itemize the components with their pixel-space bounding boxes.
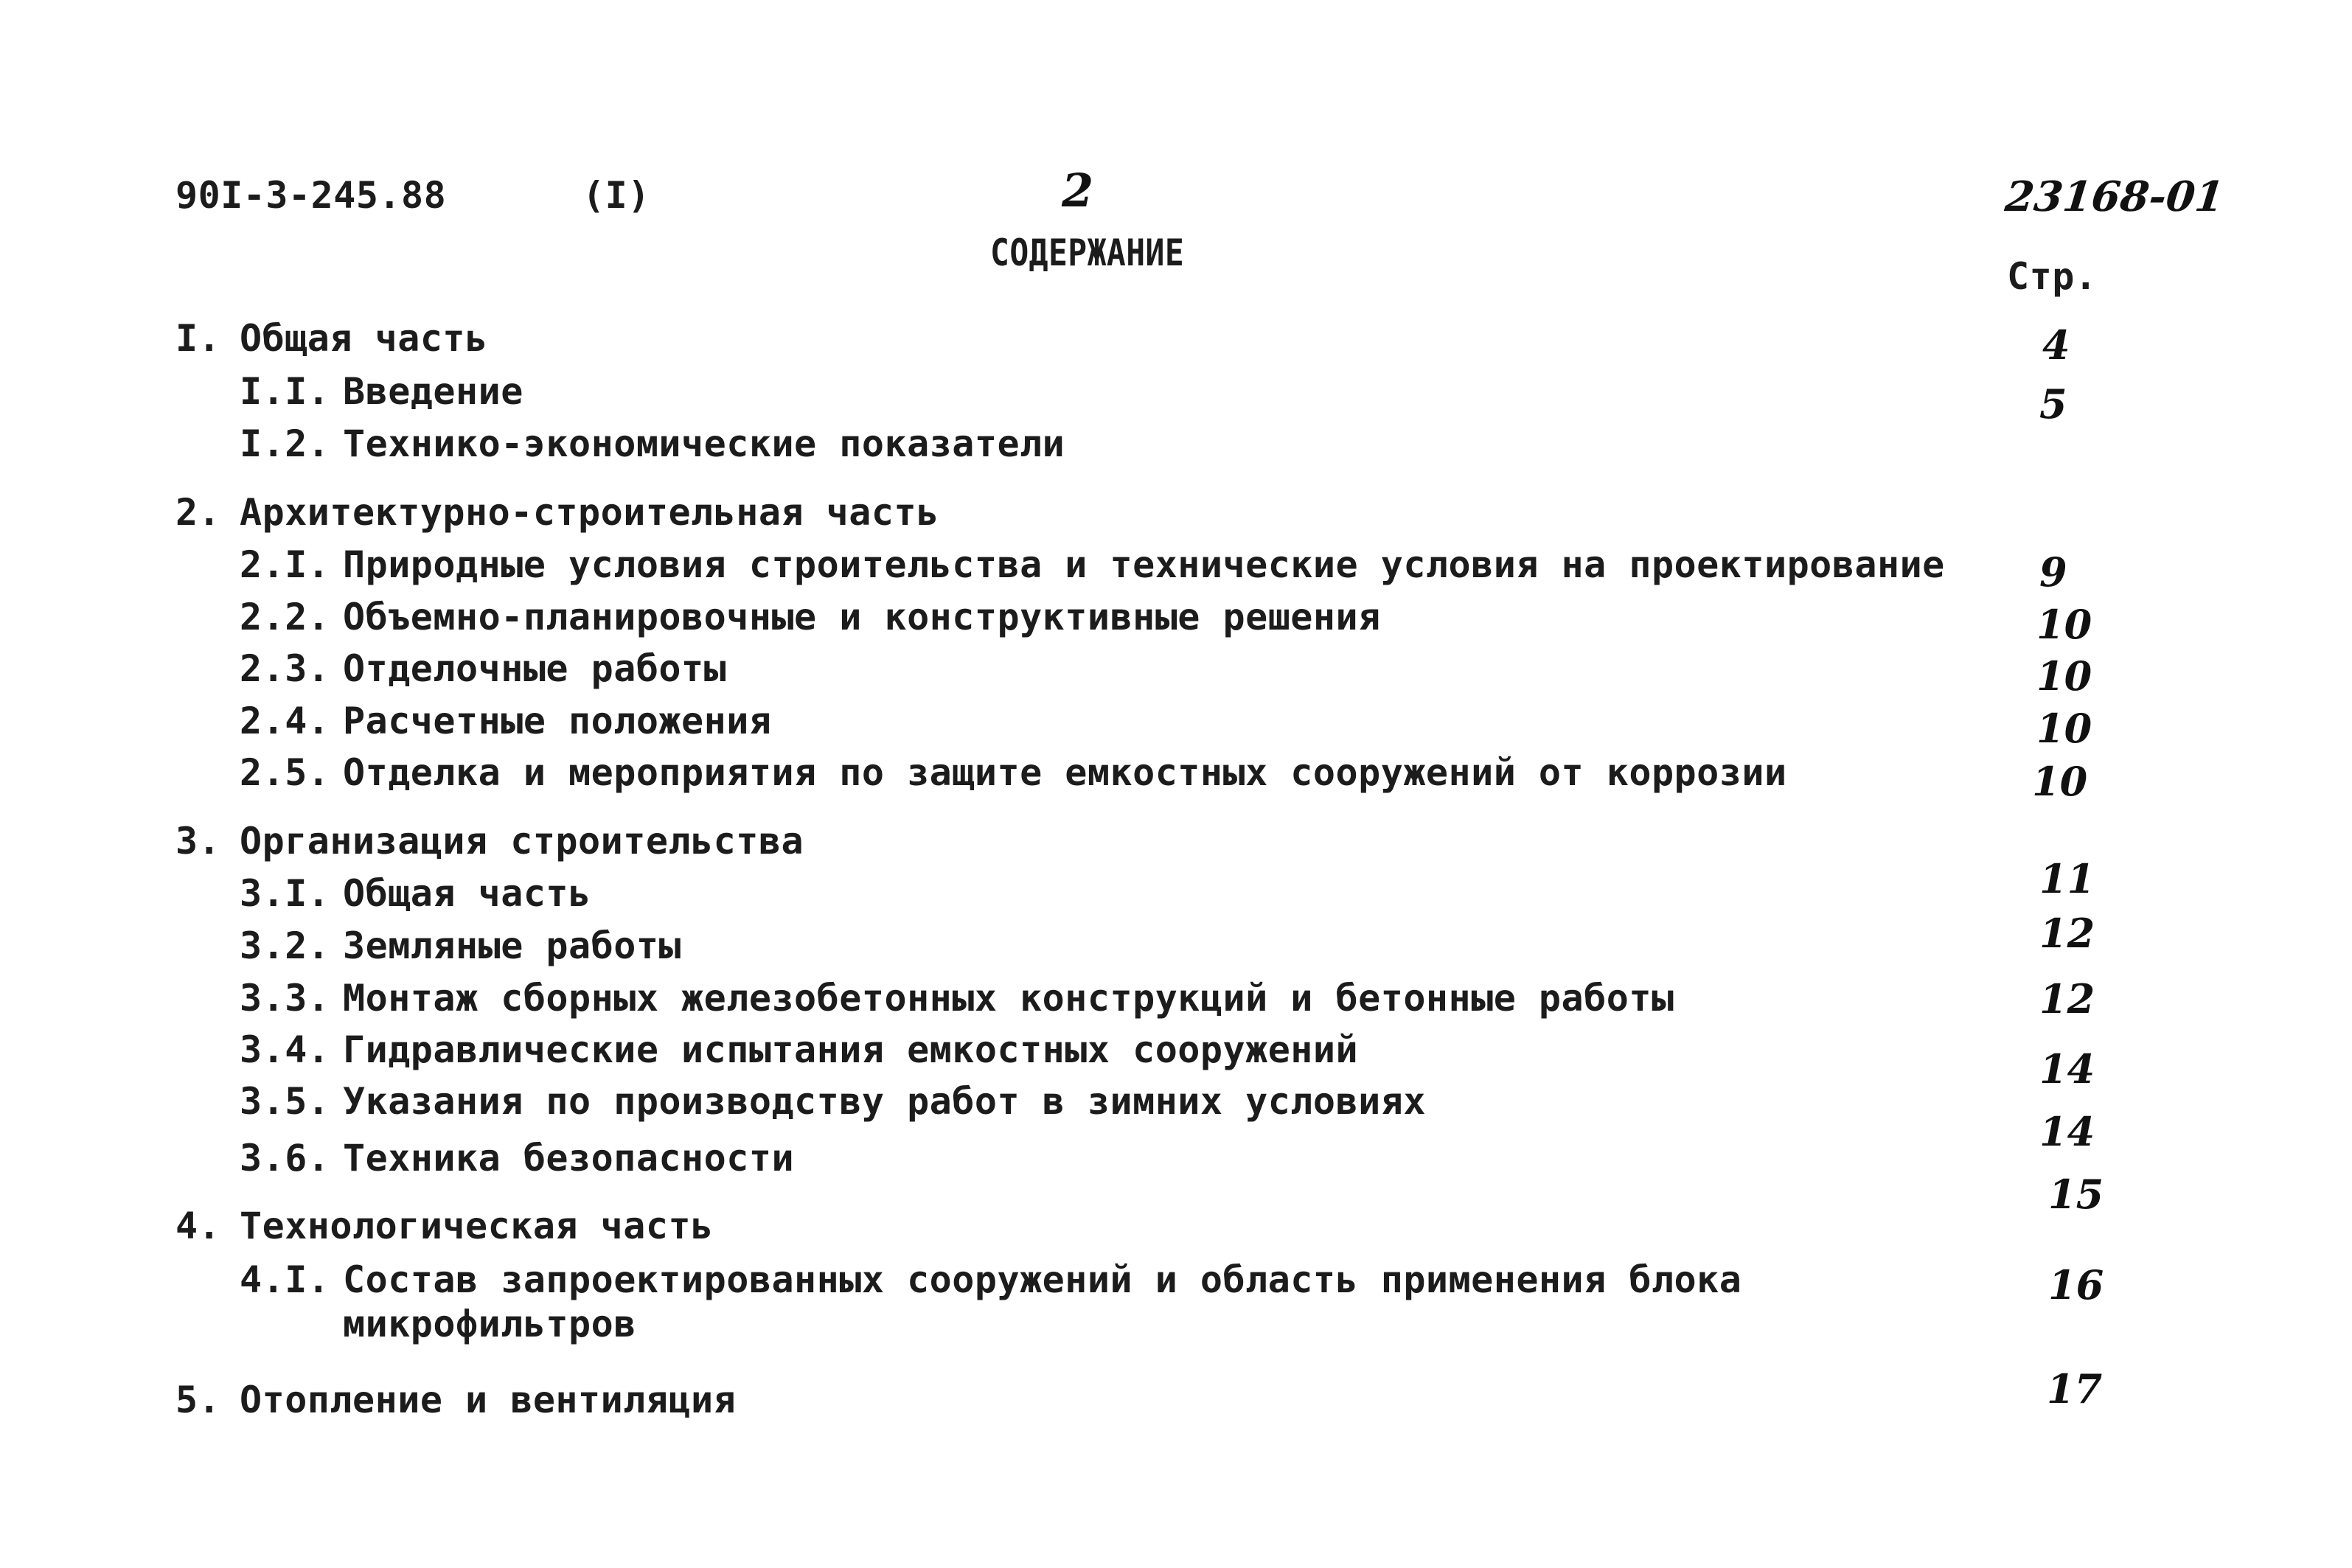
toc-number: 2.2. (240, 596, 330, 638)
toc-title: Отопление и вентиляция (240, 1379, 737, 1421)
toc-subsection (0, 543, 2352, 588)
toc-section (0, 820, 2352, 864)
toc-title: Общая часть (240, 317, 488, 360)
toc-section (0, 1205, 2352, 1249)
toc-title: Отделочные работы (343, 647, 727, 690)
toc-title: Состав запроектированных сооружений и область применения блока (343, 1258, 1742, 1301)
toc-title: Гидравлические испытания емкостных сооружений (343, 1028, 1359, 1071)
toc-subsection (0, 1028, 2352, 1073)
toc-page-number: 9 (2039, 548, 2067, 596)
toc-number: 2. (175, 491, 221, 534)
toc-title: Организация строительства (240, 820, 804, 863)
toc-number: I.2. (240, 422, 330, 465)
toc-page-number: 14 (2039, 1045, 2095, 1093)
toc-number: 4.I. (240, 1258, 330, 1301)
toc-title: Техника безопасности (343, 1137, 795, 1180)
toc-number: 5. (175, 1379, 221, 1421)
toc-subsection (0, 977, 2352, 1021)
toc-page-number: 10 (2036, 601, 2092, 648)
toc-title: Введение (343, 370, 523, 413)
page-column-header: Стр. (2007, 255, 2098, 298)
toc-subsection (0, 1137, 2352, 1181)
toc-page-number: 11 (2039, 855, 2095, 902)
toc-title: Монтаж сборных железобетонных конструкций и бетонные работы (343, 977, 1674, 1020)
toc-number: 2.4. (240, 700, 330, 742)
toc-number: 3.2. (240, 924, 330, 967)
toc-section (0, 1379, 2352, 1423)
toc-title: Общая часть (343, 872, 591, 915)
toc-subsection (0, 872, 2352, 916)
toc-section (0, 317, 2352, 361)
toc-subsection (0, 422, 2352, 467)
page-number: 2 (1062, 164, 1094, 217)
toc-number: I. (175, 317, 221, 360)
document-code: 90I-3-245.88 (175, 174, 447, 217)
part-number: (I) (582, 174, 650, 217)
toc-title: Отделка и мероприятия по защите емкостных сооружений от коррозии (343, 751, 1787, 794)
toc-title: Архитектурно-строительная часть (240, 491, 939, 534)
toc-title: Объемно-планировочные и конструктивные решения (343, 596, 1381, 638)
toc-subsection (0, 751, 2352, 795)
toc-subsection (0, 1080, 2352, 1124)
toc-number: 3.3. (240, 977, 330, 1020)
toc-subsection (0, 596, 2352, 640)
page-title: СОДЕРЖАНИЕ (990, 231, 1185, 274)
toc-subsection (0, 924, 2352, 969)
toc-number: 3.I. (240, 872, 330, 915)
toc-title-continuation: микрофильтров (343, 1303, 636, 1345)
toc-title: Расчетные положения (343, 700, 772, 742)
toc-title: Технологическая часть (240, 1205, 714, 1247)
toc-number: 3. (175, 820, 221, 863)
toc-number: 2.3. (240, 647, 330, 690)
toc-page-number: 14 (2039, 1108, 2095, 1155)
toc-number: 3.4. (240, 1028, 330, 1071)
toc-page-number: 4 (2042, 321, 2070, 369)
toc-section (0, 491, 2352, 535)
toc-number: 3.5. (240, 1080, 330, 1123)
toc-title: Технико-экономические показатели (343, 422, 1065, 465)
toc-page-number: 15 (2048, 1171, 2104, 1218)
toc-number: 4. (175, 1205, 221, 1247)
toc-number: 2.I. (240, 543, 330, 586)
toc-number: I.I. (240, 370, 330, 413)
toc-title: Земляные работы (343, 924, 682, 967)
toc-number: 3.6. (240, 1137, 330, 1180)
toc-number: 2.5. (240, 751, 330, 794)
toc-title: Указания по производству работ в зимних условиях (343, 1080, 1426, 1123)
toc-page-number: 12 (2039, 910, 2095, 957)
toc-title: Природные условия строительства и технические условия на проектирование (343, 543, 1945, 586)
toc-page-number: 5 (2039, 380, 2067, 428)
toc-subsection (0, 370, 2352, 414)
archive-number: 23168-01 (2003, 173, 2227, 221)
toc-subsection (0, 1258, 2352, 1354)
toc-page-number: 17 (2047, 1365, 2103, 1412)
toc-page-number: 16 (2048, 1261, 2104, 1309)
toc-subsection (0, 647, 2352, 691)
toc-page-number: 10 (2036, 652, 2092, 700)
toc-page-number: 10 (2032, 758, 2088, 805)
toc-subsection (0, 700, 2352, 744)
toc-page-number: 10 (2036, 705, 2092, 752)
toc-page-number: 12 (2039, 975, 2095, 1022)
